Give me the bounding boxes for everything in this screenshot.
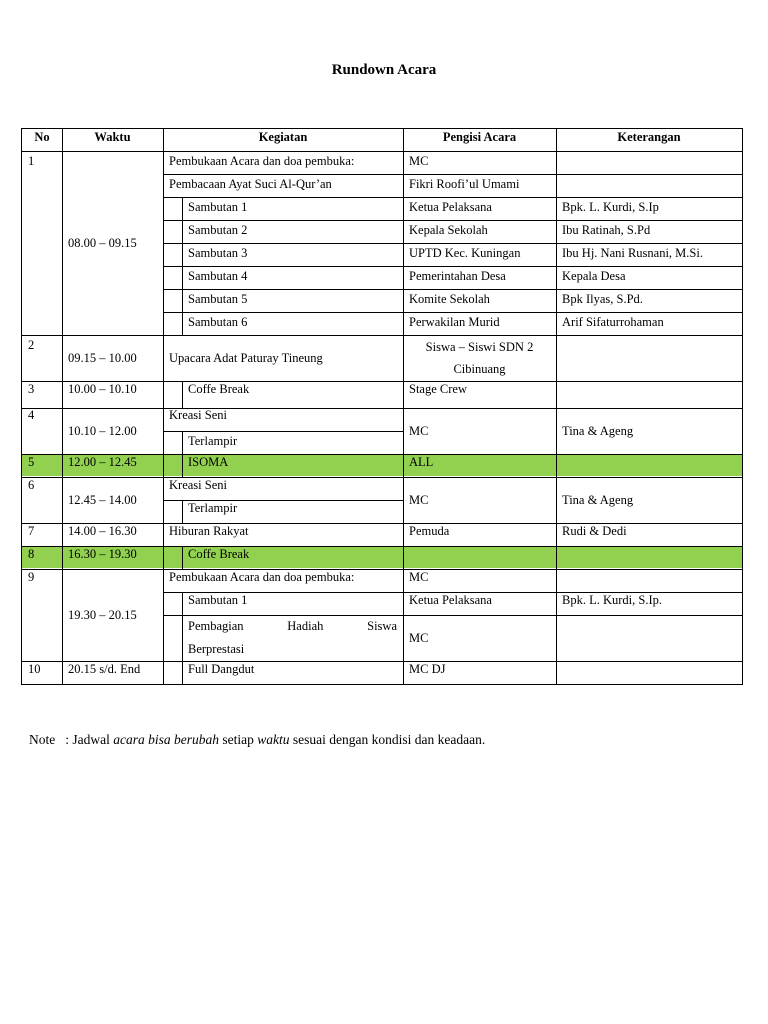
row-9-waktu: 19.30 – 20.15 xyxy=(68,607,137,622)
row-5-no: 5 xyxy=(28,455,35,469)
note-italic: acara bisa berubah xyxy=(113,732,219,747)
note-label: Note xyxy=(29,732,56,747)
row-1-pengisi: Perwakilan Murid xyxy=(409,315,500,329)
row-1-pengisi: Pemerintahan Desa xyxy=(409,269,506,283)
row-8-no: 8 xyxy=(28,547,35,561)
row-8-keterangan xyxy=(556,546,742,569)
row-1-pengisi: Ketua Pelaksana xyxy=(409,200,492,214)
row-8-pengisi xyxy=(403,546,556,569)
row-1-kegiatan: Sambutan 6 xyxy=(188,315,248,329)
header-kegiatan: Kegiatan xyxy=(258,130,308,144)
row-4-waktu: 10.10 – 12.00 xyxy=(68,423,137,438)
row-1-waktu: 08.00 – 09.15 xyxy=(68,235,137,250)
row-1-pengisi: Kepala Sekolah xyxy=(409,223,488,237)
row-1-kegiatan: Sambutan 1 xyxy=(188,200,248,214)
row-1-keterangan: Arif Sifaturrohaman xyxy=(562,315,664,329)
row-1-no: 1 xyxy=(28,154,35,168)
row-5-pengisi: ALL xyxy=(409,455,434,469)
row-7-keterangan: Rudi & Dedi xyxy=(562,524,627,538)
row-1-keterangan: Ibu Ratinah, S.Pd xyxy=(562,223,651,237)
row-9-no: 9 xyxy=(28,570,35,584)
row-1-kegiatan: Pembacaan Ayat Suci Al-Qur’an xyxy=(169,177,332,191)
row-10-keterangan xyxy=(556,661,742,684)
row-8-waktu: 16.30 – 19.30 xyxy=(68,547,137,561)
row-1-keterangan: Bpk. L. Kurdi, S.Ip xyxy=(562,200,659,214)
word: Pembagian xyxy=(188,619,244,633)
row-7-waktu: 14.00 – 16.30 xyxy=(68,524,137,538)
row-6-kegiatan: Kreasi Seni xyxy=(169,478,227,492)
row-4-no: 4 xyxy=(28,408,35,422)
row-2-kegiatan: Upacara Adat Paturay Tineung xyxy=(169,350,323,365)
header-waktu: Waktu xyxy=(94,130,131,144)
row-1-kegiatan: Sambutan 2 xyxy=(188,223,248,237)
header-no: No xyxy=(34,130,50,144)
row-2-pengisi xyxy=(403,335,556,381)
note-text: : Jadwal xyxy=(65,732,114,747)
header-pengisi-acara: Pengisi Acara xyxy=(442,130,517,144)
row-6-waktu: 12.45 – 14.00 xyxy=(68,492,137,507)
row-1-kegiatan: Sambutan 4 xyxy=(188,269,248,283)
row-9-kegiatan-award xyxy=(182,615,403,661)
row-2-no: 2 xyxy=(28,338,35,352)
row-7-no: 7 xyxy=(28,524,35,538)
row-9-pengisi-award: MC xyxy=(409,630,429,645)
row-1-pengisi: Fikri Roofi’ul Umami xyxy=(409,177,520,191)
row-1-pengisi: Komite Sekolah xyxy=(409,292,490,306)
row-6-pengisi: MC xyxy=(409,492,429,507)
row-3-pengisi: Stage Crew xyxy=(409,382,467,396)
row-9-keterangan-sub: Bpk. L. Kurdi, S.Ip. xyxy=(562,593,662,607)
row-3-keterangan xyxy=(556,381,742,408)
row-10-no: 10 xyxy=(28,662,41,676)
note-italic: waktu xyxy=(257,732,290,747)
row-5-kegiatan: ISOMA xyxy=(188,455,229,469)
row-7-kegiatan: Hiburan Rakyat xyxy=(169,524,249,538)
row-1-pengisi: MC xyxy=(409,154,429,168)
row-2-waktu: 09.15 – 10.00 xyxy=(68,350,137,365)
rule xyxy=(163,129,164,684)
row-3-waktu: 10.00 – 10.10 xyxy=(68,382,137,396)
row-6-no: 6 xyxy=(28,478,35,492)
row-10-kegiatan: Full Dangdut xyxy=(188,662,255,676)
row-9-pengisi: MC xyxy=(409,570,429,584)
row-4-pengisi: MC xyxy=(409,423,429,438)
word: Siswa xyxy=(367,619,397,633)
row-4-kegiatan-sub: Terlampir xyxy=(188,434,238,448)
note-text: sesuai dengan kondisi dan keadaan. xyxy=(289,732,486,747)
rundown-table xyxy=(21,128,743,685)
row-9-kegiatan-award-line2: Berprestasi xyxy=(188,642,245,656)
row-7-pengisi: Pemuda xyxy=(409,524,450,538)
row-1-kegiatan: Sambutan 5 xyxy=(188,292,248,306)
row-10-pengisi: MC DJ xyxy=(409,662,446,676)
row-6-keterangan: Tina & Ageng xyxy=(562,492,634,507)
row-1-keterangan xyxy=(556,151,742,174)
document-title: Rundown Acara xyxy=(331,62,437,78)
row-3-kegiatan: Coffe Break xyxy=(188,382,250,396)
row-1-kegiatan: Sambutan 3 xyxy=(188,246,248,260)
row-1-kegiatan: Pembukaan Acara dan doa pembuka: xyxy=(169,154,355,168)
row-1-keterangan xyxy=(556,174,742,197)
row-5-waktu: 12.00 – 12.45 xyxy=(68,455,137,469)
note-text: setiap xyxy=(219,732,258,747)
header-keterangan: Keterangan xyxy=(617,130,681,144)
row-9-kegiatan-award-line1 xyxy=(188,615,397,638)
row-1-keterangan: Ibu Hj. Nani Rusnani, M.Si. xyxy=(562,246,703,260)
row-9-kegiatan: Pembukaan Acara dan doa pembuka: xyxy=(169,570,355,584)
row-9-pengisi-sub: Ketua Pelaksana xyxy=(409,593,492,607)
row-6-kegiatan-sub: Terlampir xyxy=(188,501,238,515)
row-1-keterangan: Kepala Desa xyxy=(562,269,626,283)
word: Hadiah xyxy=(287,619,324,633)
row-9-kegiatan-sub: Sambutan 1 xyxy=(188,593,248,607)
row-8-kegiatan: Coffe Break xyxy=(188,547,250,561)
row-5-keterangan xyxy=(556,454,742,477)
row-10-waktu: 20.15 s/d. End xyxy=(68,662,141,676)
row-4-kegiatan: Kreasi Seni xyxy=(169,408,227,422)
row-1-pengisi: UPTD Kec. Kuningan xyxy=(409,246,521,260)
row-4-keterangan: Tina & Ageng xyxy=(562,423,634,438)
row-2-pengisi-line2: Cibinuang xyxy=(453,362,506,376)
row-3-no: 3 xyxy=(28,382,35,396)
row-1-keterangan: Bpk Ilyas, S.Pd. xyxy=(562,292,643,306)
footnote xyxy=(29,732,485,748)
row-2-pengisi-line1: Siswa – Siswi SDN 2 xyxy=(425,340,534,354)
row-2-keterangan xyxy=(556,335,742,381)
